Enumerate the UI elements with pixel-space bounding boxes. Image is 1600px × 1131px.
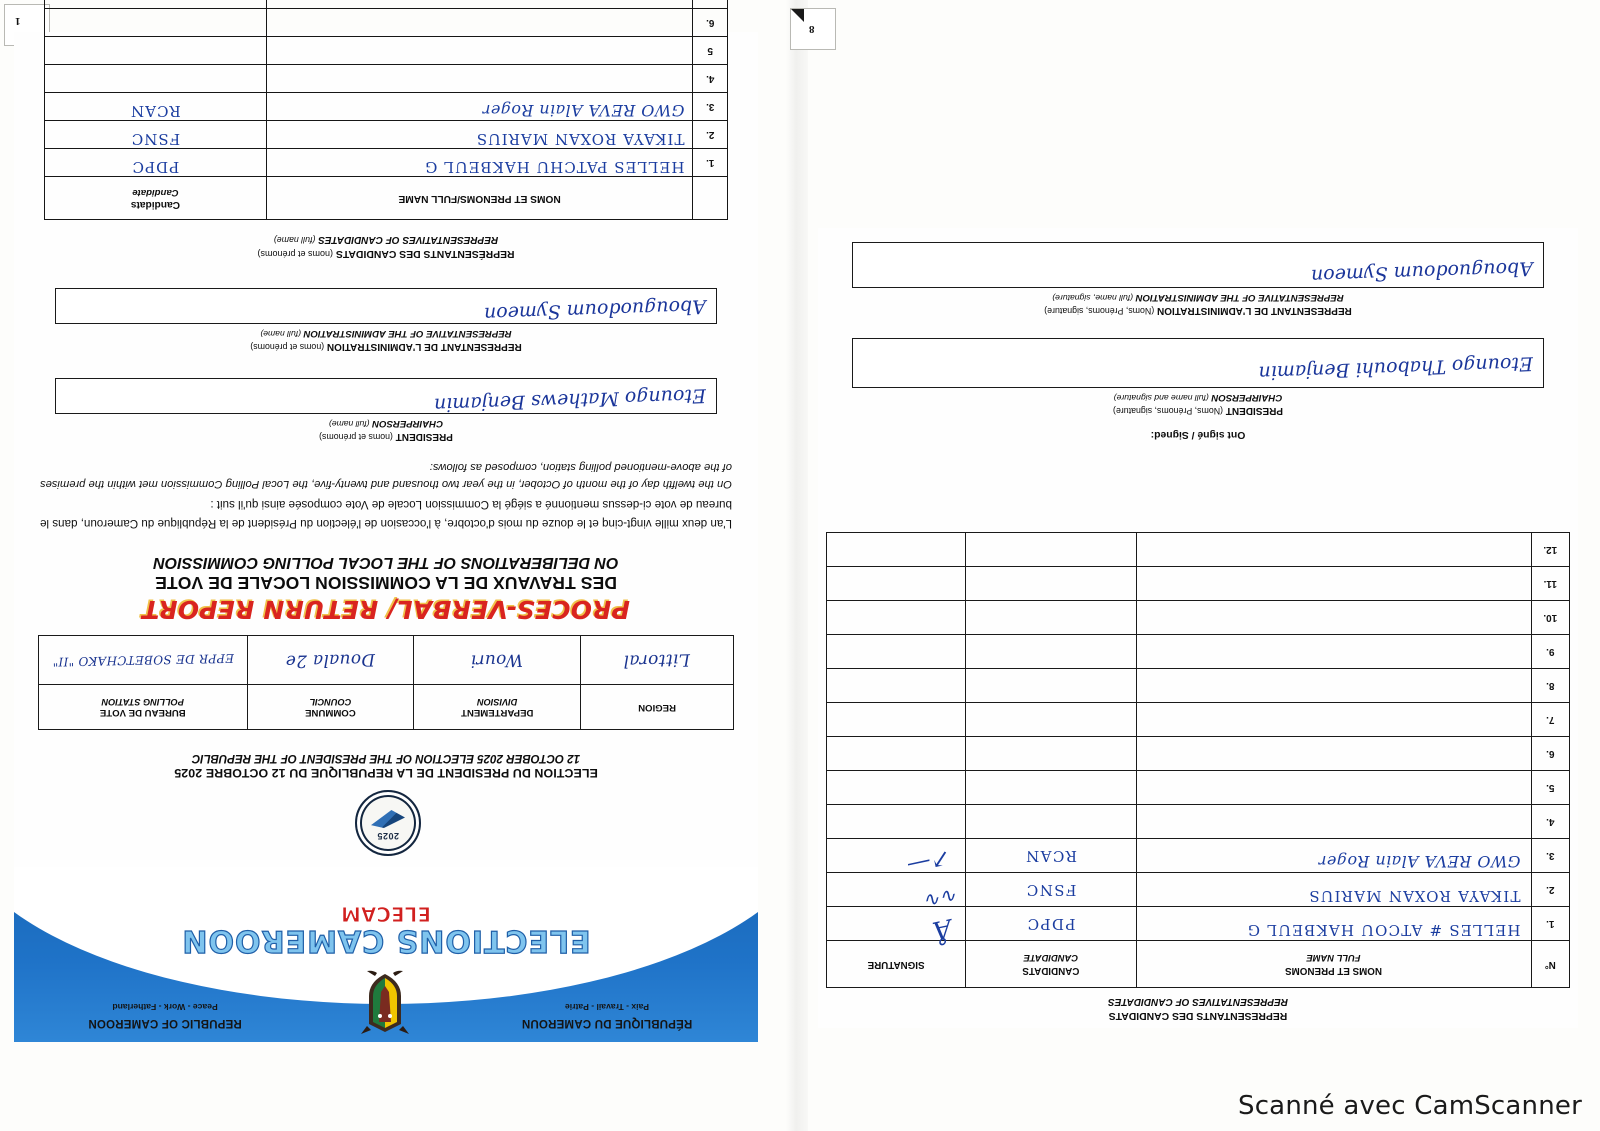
region-value-region <box>581 636 734 685</box>
right-row-candidate-cell[interactable] <box>966 907 1136 941</box>
candidates-row-num: 5 <box>693 37 728 65</box>
right-row-candidate-cell[interactable] <box>966 873 1136 907</box>
right-row-candidate-cell[interactable] <box>966 805 1136 839</box>
right-header-candidate <box>966 941 1136 988</box>
right-row-signature-cell[interactable] <box>827 533 966 567</box>
candidates-rep-heading-fr-line <box>14 246 758 260</box>
chairperson-label-fr-note: (noms et prénoms) <box>319 432 393 442</box>
candidates-row-name-cell[interactable] <box>266 149 693 177</box>
report-paragraph <box>40 457 732 532</box>
right-administration-signature-value: Abouguodoum Symeon <box>1310 256 1534 287</box>
right-row-signature-cell[interactable] <box>827 805 966 839</box>
right-row-signature-cell[interactable] <box>827 737 966 771</box>
candidates-header-candidate-fr: Candidats <box>130 199 181 211</box>
table-row <box>827 907 1570 941</box>
right-row-signature-cell[interactable] <box>827 567 966 601</box>
republic-label-fr: RÉPUBLIQUE DU CAMEROUN <box>521 1017 693 1029</box>
right-chairperson-label-en-note: (full name and signature) <box>1113 393 1209 404</box>
candidates-row-candidate-cell[interactable] <box>45 65 267 93</box>
right-row-candidate-cell[interactable] <box>966 635 1136 669</box>
right-chairperson-signature-field[interactable] <box>852 338 1544 388</box>
chairperson-name-value: Etoungo Mathews Benjamin <box>433 383 707 416</box>
letterhead-english-block <box>40 1001 290 1030</box>
region-header-polling-station-en: POLLING STATION <box>101 696 184 707</box>
table-row <box>827 601 1570 635</box>
page-corner-fold-icon <box>791 9 804 22</box>
right-row-candidate-cell[interactable] <box>966 703 1136 737</box>
candidates-table <box>44 0 728 220</box>
right-row-candidate: PDPC <box>1026 915 1076 933</box>
report-paragraph-fr: L'an deux mille vingt-cinq et le douze du mois d'octobre, à l'occasion de l'élection du Président de la République du Cameroun, dans le bureau de vote ci-dessus mentionné a siégé la Commission Locale de Vote composée ainsi qu'il suit : <box>40 498 732 530</box>
table-row <box>827 669 1570 703</box>
table-row <box>827 805 1570 839</box>
right-row-candidate-cell[interactable] <box>966 839 1136 873</box>
report-title <box>14 553 758 624</box>
right-administration-labels <box>818 292 1578 316</box>
election-title <box>14 752 758 780</box>
administration-labels <box>14 328 758 352</box>
candidates-rep-heading-fr-note: (noms et prénoms) <box>257 249 334 259</box>
candidates-row-candidate-cell[interactable] <box>45 93 267 121</box>
candidates-row-num: 3. <box>693 93 728 121</box>
right-row-name: HELLES # ATCOU HAKBEUL G <box>1246 921 1521 939</box>
right-row-num: 8. <box>1531 669 1569 703</box>
administration-name-value: Abouguodoum Symeon <box>483 294 707 325</box>
table-row <box>827 567 1570 601</box>
candidates-header-fullname: NOMS ET PRENOMS/FULL NAME <box>266 177 693 220</box>
chairperson-label-en-note: (full name) <box>328 419 370 430</box>
region-value-division <box>414 636 581 685</box>
right-header-fullname-fr: NOMS ET PRENOMS <box>1285 965 1382 977</box>
right-row-signature-cell[interactable] <box>827 703 966 737</box>
right-row-candidate-cell[interactable] <box>966 567 1136 601</box>
table-row <box>827 703 1570 737</box>
administration-name-field[interactable] <box>55 288 717 324</box>
candidates-row-name-cell[interactable] <box>266 9 693 37</box>
right-row-name-cell[interactable] <box>1136 839 1531 873</box>
right-row-name-cell[interactable] <box>1136 805 1531 839</box>
region-table <box>38 635 734 730</box>
report-title-fr: DES TRAVAUX DE LA COMMISSION LOCALE DE VOTE <box>155 573 617 593</box>
signed-heading: Ont signé / Signed: <box>1150 429 1246 440</box>
table-row <box>45 37 728 65</box>
candidates-row-name: HELLES PATCHU HAKBEUL G <box>424 158 685 176</box>
candidates-header-candidate-en: Candidate <box>132 186 179 198</box>
administration-label-en-line <box>14 328 758 340</box>
candidates-row-candidate: PDPC <box>131 158 180 176</box>
motto-label-en: Peace - Work - Fatherland <box>112 1002 218 1013</box>
candidates-row-name: GWO REVA Alain Roger <box>482 101 685 120</box>
right-row-name-cell[interactable] <box>1136 635 1531 669</box>
table-row <box>45 149 728 177</box>
candidates-row-candidate: RCAN <box>130 102 181 120</box>
elecam-banner <box>14 902 758 958</box>
election-title-en: 12 OCTOBER 2025 ELECTION OF THE PRESIDENT OF THE REPUBLIC <box>191 752 581 765</box>
document-page-left <box>14 17 758 1042</box>
right-chairperson-labels <box>818 392 1578 416</box>
region-header-council-en: COUNCIL <box>309 696 352 707</box>
right-administration-signature-field[interactable] <box>852 242 1544 288</box>
right-row-num: 10. <box>1531 601 1569 635</box>
right-row-signature-cell[interactable] <box>827 907 966 946</box>
candidates-row-num: 4. <box>693 65 728 93</box>
right-administration-label-en-line <box>818 292 1578 304</box>
table-row <box>827 635 1570 669</box>
right-header-fullname-en: FULL NAME <box>1306 952 1361 964</box>
report-paragraph-en: On the twelfth day of the month of October, in the year two thousand and twenty-five, the Local Polling Commission met within the premises of the above-mentioned polling station, composed as follows: <box>40 460 732 491</box>
right-row-candidate: FSNC <box>1025 881 1077 899</box>
right-row-candidate-cell[interactable] <box>966 669 1136 703</box>
report-title-en: ON DELIBERATIONS OF THE LOCAL POLLING COMMISSION <box>153 554 619 571</box>
candidates-row-num: 2. <box>693 121 728 149</box>
right-row-num: 1. <box>1531 907 1569 941</box>
right-chairperson-signature-value: Etoungo Thabouhi Benjamin <box>1258 351 1534 384</box>
candidates-row-name-cell[interactable] <box>266 0 693 9</box>
candidates-row-candidate: FSNC <box>130 130 181 148</box>
candidates-row-name-cell[interactable] <box>266 37 693 65</box>
right-row-num: 12. <box>1531 533 1569 567</box>
right-row-candidate-cell[interactable] <box>966 737 1136 771</box>
letterhead-french-block <box>482 1001 732 1030</box>
election-seal-icon <box>355 790 421 856</box>
candidates-rep-heading <box>14 233 758 260</box>
candidates-rep-heading-fr: REPRÉSENTANTS DES CANDIDATS <box>335 248 515 259</box>
table-row <box>827 533 1570 567</box>
candidates-rep-heading-en-line <box>14 233 758 246</box>
page-marker-left-number: 1 <box>15 15 21 27</box>
right-chairperson-label-en-line <box>818 392 1578 404</box>
region-header-region <box>581 685 734 730</box>
camscanner-watermark: Scanné avec CamScanner <box>1237 1091 1582 1121</box>
right-header-candidate-en: CANDIDATE <box>1023 952 1079 964</box>
candidates-row-candidate-cell[interactable] <box>45 121 267 149</box>
right-header-fullname <box>1136 941 1531 988</box>
administration-label-fr-note: (noms et prénoms) <box>250 342 325 352</box>
candidates-header-num <box>693 177 728 220</box>
chairperson-label-fr-line <box>14 430 758 443</box>
candidates-rep-heading-en: REPRESENTATIVES OF CANDIDATES <box>318 234 499 246</box>
right-chairperson-label-en: CHAIRPERSON <box>1211 392 1283 404</box>
right-chairperson-label-fr: PRESIDENT <box>1225 405 1284 416</box>
signature-mark-icon: ∿∿ <box>923 882 962 914</box>
region-value-council <box>247 636 414 685</box>
table-row <box>827 771 1570 805</box>
region-header-division-fr: DEPARTEMENT <box>461 707 534 719</box>
region-header-division <box>414 685 581 730</box>
chairperson-block <box>14 378 758 442</box>
region-header-region-fr: REGION <box>638 701 676 713</box>
page-marker-right-number: 8 <box>809 23 815 35</box>
right-chairperson-block <box>818 338 1578 416</box>
right-row-name-cell[interactable] <box>1136 873 1531 907</box>
right-row-signature-cell[interactable] <box>827 669 966 703</box>
candidates-row-name-cell[interactable] <box>266 93 693 121</box>
cameroon-coat-of-arms-icon <box>359 970 411 1036</box>
candidates-row-num: 1. <box>693 149 728 177</box>
table-row <box>827 737 1570 771</box>
signature-mark-icon: ↗— <box>904 843 954 881</box>
table-row <box>45 93 728 121</box>
page-marker-right-box <box>790 8 836 50</box>
right-row-name-cell[interactable] <box>1136 907 1531 941</box>
elecam-banner-main: ELECTIONS CAMEROON <box>181 923 591 958</box>
candidates-row-num <box>693 0 728 9</box>
right-row-signature-cell[interactable] <box>827 839 966 881</box>
right-candidates-table <box>826 532 1570 988</box>
region-value-polling-station <box>39 636 248 685</box>
right-row-name-cell[interactable] <box>1136 601 1531 635</box>
right-row-num: 6. <box>1531 737 1569 771</box>
region-table-value-row <box>39 636 734 685</box>
right-chairperson-label-fr-line <box>818 404 1578 417</box>
right-candidates-rep-heading-en: REPRESENTATIVES OF CANDIDATES <box>1108 996 1289 1008</box>
candidates-row-name: TIKAYA ROXAN MARIUS <box>475 130 685 148</box>
region-header-polling-station <box>39 685 248 730</box>
right-row-name-cell[interactable] <box>1136 567 1531 601</box>
elecam-banner-sub: ELECAM <box>340 902 432 926</box>
right-chairperson-label-fr-note: (Noms, Prénoms, signature) <box>1113 406 1223 416</box>
table-row <box>45 121 728 149</box>
right-row-name-cell[interactable] <box>1136 533 1531 567</box>
right-row-num: 2. <box>1531 873 1569 907</box>
right-row-name-cell[interactable] <box>1136 771 1531 805</box>
candidates-table-header-row <box>45 177 728 220</box>
right-row-name: GWO REVA Alain Roger <box>1318 852 1521 871</box>
administration-label-en-note: (full name) <box>260 329 301 340</box>
document-page-right <box>818 228 1578 1028</box>
right-row-candidate-cell[interactable] <box>966 601 1136 635</box>
right-administration-label-fr: REPRESENTANT DE L'ADMINISTRATION <box>1157 305 1352 316</box>
right-row-num: 11. <box>1531 567 1569 601</box>
table-row <box>45 65 728 93</box>
right-row-num: 5. <box>1531 771 1569 805</box>
table-row <box>827 873 1570 907</box>
right-header-signature: SIGNATURE <box>827 941 966 988</box>
right-row-candidate: RCAN <box>1024 847 1078 865</box>
right-row-num: 3. <box>1531 839 1569 873</box>
chairperson-label-en-line <box>14 418 758 430</box>
chairperson-labels <box>14 418 758 442</box>
right-row-name: TIKAYA ROXAN MARIUS <box>1308 887 1521 905</box>
candidates-header-candidate <box>45 177 267 220</box>
right-row-name-cell[interactable] <box>1136 737 1531 771</box>
right-administration-label-en-note: (full name, signature) <box>1052 293 1134 304</box>
election-title-fr: ELECTION DU PRESIDENT DE LA REPUBLIQUE DU 12 OCTOBRE 2025 <box>174 766 598 780</box>
table-row <box>827 839 1570 873</box>
candidates-rep-heading-en-note: (full name) <box>273 235 316 246</box>
candidates-row-candidate-cell[interactable] <box>45 9 267 37</box>
region-value-polling-station-text: EPPR DE SOBETCHAKO "II" <box>51 651 234 669</box>
region-header-council-fr: COMMUNE <box>305 707 356 719</box>
right-row-name-cell[interactable] <box>1136 703 1531 737</box>
candidates-row-candidate-cell[interactable] <box>45 37 267 65</box>
chairperson-name-field[interactable] <box>55 378 717 414</box>
table-row <box>45 0 728 9</box>
signature-mark-icon: Å <box>929 912 955 946</box>
page-fold-shadow <box>786 0 808 1131</box>
motto-label-fr: Paix - Travail - Patrie <box>564 1002 650 1013</box>
region-header-council <box>247 685 414 730</box>
right-row-num: 9. <box>1531 635 1569 669</box>
administration-label-fr-line <box>14 340 758 353</box>
region-value-division-text: Wouri <box>470 649 524 671</box>
administration-label-en: REPRESENTATIVE OF THE ADMINISTRATION <box>303 328 512 340</box>
right-row-candidate-cell[interactable] <box>966 771 1136 805</box>
signed-heading-block <box>818 429 1578 440</box>
right-candidates-rep-heading-fr: REPRESENTANTS DES CANDIDATS <box>1108 1010 1288 1021</box>
region-table-header-row <box>39 685 734 730</box>
right-row-num: 7. <box>1531 703 1569 737</box>
right-administration-block <box>818 242 1578 316</box>
letterhead <box>14 867 758 1042</box>
right-candidates-rep-heading <box>818 995 1578 1022</box>
right-candidates-header-row <box>827 941 1570 988</box>
chairperson-label-fr: PRESIDENT <box>395 431 453 442</box>
administration-label-fr: REPRESENTANT DE L'ADMINISTRATION <box>326 341 522 352</box>
right-header-num: N° <box>1531 941 1569 988</box>
right-row-signature-cell[interactable] <box>827 771 966 805</box>
report-title-red: PROCES-VERBAL/ RETURN REPORT <box>142 595 630 624</box>
right-administration-label-fr-line <box>818 304 1578 317</box>
chairperson-label-en: CHAIRPERSON <box>372 418 444 430</box>
right-administration-label-en: REPRESENTATIVE OF THE ADMINISTRATION <box>1135 292 1344 304</box>
right-row-name-cell[interactable] <box>1136 669 1531 703</box>
region-header-polling-station-fr: BUREAU DE VOTE <box>99 707 186 719</box>
candidates-row-name-cell[interactable] <box>266 121 693 149</box>
region-value-council-text: Douala 2e <box>285 649 376 671</box>
candidates-row-name-cell[interactable] <box>266 65 693 93</box>
seal-glyph-icon <box>371 810 405 828</box>
table-row <box>45 9 728 37</box>
candidates-row-num: 6. <box>693 9 728 37</box>
republic-label-en: REPUBLIC OF CAMEROON <box>88 1017 242 1029</box>
seal-year-label: 2025 <box>376 831 400 841</box>
candidates-row-candidate-cell[interactable] <box>45 0 267 9</box>
right-administration-label-fr-note: (Noms, Prénoms, signature) <box>1044 306 1155 316</box>
right-row-signature-cell[interactable] <box>827 635 966 669</box>
right-row-candidate-cell[interactable] <box>966 533 1136 567</box>
right-row-signature-cell[interactable] <box>827 601 966 635</box>
right-row-signature-cell[interactable] <box>827 873 966 914</box>
right-row-num: 4. <box>1531 805 1569 839</box>
right-header-candidate-fr: CANDIDATS <box>1022 965 1080 977</box>
candidates-row-candidate-cell[interactable] <box>45 149 267 177</box>
administration-block <box>14 288 758 352</box>
region-header-division-en: DIVISION <box>477 696 518 707</box>
region-value-region-text: Littoral <box>623 649 691 671</box>
